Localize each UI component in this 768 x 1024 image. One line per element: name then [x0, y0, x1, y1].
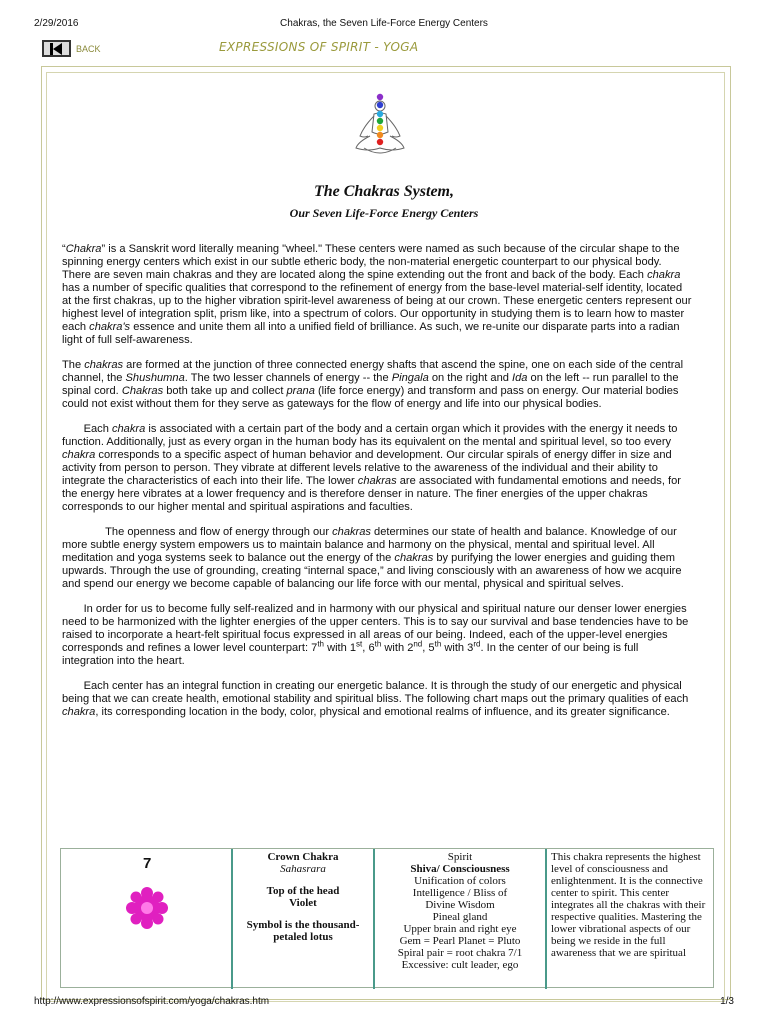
- print-date: 2/29/2016: [34, 18, 79, 29]
- footer-url: http://www.expressionsofspirit.com/yoga/chakras.htm: [34, 996, 270, 1007]
- quality-line: Excessive: cult leader, ego: [401, 959, 519, 971]
- quality-line: Shiva/ Consciousness: [410, 863, 510, 875]
- chakra-number-cell: [61, 849, 233, 989]
- paragraph: “Chakra” is a Sanskrit word literally meaning "wheel." These centers were named as such because of the circular shape to the spinning energy centers which exist in our subtle etheric body, the non-material energetic counterpart to our physical body. There are seven main chakras and they are located along the spine extending out the front and back of the body. Each chakra has a number of specific qualities that correspond to the refinement of energy from the base-level material-self identity, located at the first chakras, up to the higher vibration spirit-level awareness of being at our crown. These energetic centers represent our highest level of integration split, prism like, into a spectrum of colors. Our opportunity in studying them is to learn how to master each chakra's essence and unite them all into a unified field of brilliance. As such, we re-unite our disparate parts into a radian light of full self-awareness.: [62, 243, 692, 346]
- quality-line: Divine Wisdom: [425, 899, 495, 911]
- chakra-symbol: Symbol is the thousand-petaled lotus: [246, 919, 360, 943]
- back-link[interactable]: BACK: [76, 44, 101, 54]
- chakra-sanskrit: Sahasrara: [280, 863, 326, 875]
- quality-line: Intelligence / Bliss of: [412, 887, 508, 899]
- page-number: 1/3: [720, 996, 734, 1007]
- site-title: EXPRESSIONS OF SPIRIT - YOGA: [219, 40, 419, 54]
- paragraph: The chakras are formed at the junction of three connected energy shafts that ascend the spine, one on each side of the central channel, the Shushumna. The two lesser channels of energy -- the Pingala on the right and Ida on the left -- run parallel to the spinal cord. Chakras both take up and collect prana (life force energy) and transform and pass on energy. Our material bodies could not exist without them for they serve as gateways for the flow of energy and life into our physical bodies.: [62, 359, 684, 410]
- print-title: Chakras, the Seven Life-Force Energy Centers: [280, 18, 488, 29]
- meditating-figure-icon: [340, 92, 420, 164]
- page-subtitle: Our Seven Life-Force Energy Centers: [289, 206, 479, 220]
- chakra-qualities-cell: [375, 849, 547, 989]
- chakra-name-cell: [233, 849, 375, 989]
- page-title: The Chakras System,: [313, 183, 454, 200]
- chakra-table: [60, 848, 714, 988]
- quality-line: Pineal gland: [432, 911, 488, 923]
- chakra-color: Violet: [289, 897, 317, 909]
- article-body: [62, 243, 692, 731]
- quality-line: Gem = Pearl Planet = Pluto: [399, 935, 521, 947]
- quality-line: Spiral pair = root chakra 7/1: [397, 947, 523, 959]
- paragraph: The openness and flow of energy through our chakras determines our state of health and balance. Knowledge of our more subtle energy system empowers us to maintain balance and harmony on the physical, mental and spiritual level. All meditation and yoga systems seek to balance out the energy of the chakras by purifying the lower energies and guiding them upwards. Through the use of grounding, creating “internal space,” and living consciously with an awareness of how we acquire and spend our energy we become capable of balancing our life force with our mental, physical and spiritual selves.: [62, 526, 682, 590]
- back-arrow-icon[interactable]: [42, 40, 71, 57]
- paragraph: Each center has an integral function in creating our energetic balance. It is through the study of our energetic and physical being that we can create health, emotional stability and spiritual bliss. The following chart maps out the primary qualities of each chakra, its corresponding location in the body, color, physical and emotional realms of influence, and its greater significance.: [62, 680, 689, 718]
- chakra-location: Top of the head: [266, 885, 340, 897]
- quality-line: Upper brain and right eye: [403, 923, 517, 935]
- paragraph: In order for us to become fully self-realized and in harmony with our physical and spiritual nature our denser lower energies need to be harmonized with the lighter energies of the upper centers. This is to say our survival and base tendencies have to be raised to incorporate a heart-felt spiritual focus expressed in all areas of our being. Indeed, each of the upper-level energies corresponds and refines a lower level counterpart: 7th with 1st, 6th with 2nd, 5th with 3rd. In the center of our being is full integration into the heart.: [62, 603, 689, 667]
- paragraph: Each chakra is associated with a certain part of the body and a certain organ which it provides with the energy it needs to function. Additionally, just as every organ in the human body has its equivalent on the mental and spiritual level, so too every chakra corresponds to a specific aspect of human behavior and development. Our circular spirals of energy differ in size and activity from person to person. They vibrate at different levels relative to the awareness of the individual and their ability to integrate the characteristics of each into their life. The lower chakras are associated with fundamental emotions and needs, for the energy here vibrates at a lower frequency and is therefore denser in nature. The finer energies of the upper chakras corresponds to our higher mental and spiritual aspirations and faculties.: [62, 423, 681, 513]
- lotus-icon: [121, 885, 173, 931]
- chakra-description-cell: [547, 849, 713, 989]
- chakra-description: This chakra represents the highest level of consciousness and enlightenment. It is the connective center to spirit. This center integrates all the chakras with their respective qualities. Mastering the lower vibrational aspects of our being we reside in the full awareness that we are spiritual: [551, 851, 706, 959]
- chakra-number: 7: [143, 855, 152, 872]
- quality-line: Spirit: [447, 851, 473, 863]
- quality-line: Unification of colors: [414, 875, 506, 887]
- chakra-name: Crown Chakra: [267, 851, 339, 863]
